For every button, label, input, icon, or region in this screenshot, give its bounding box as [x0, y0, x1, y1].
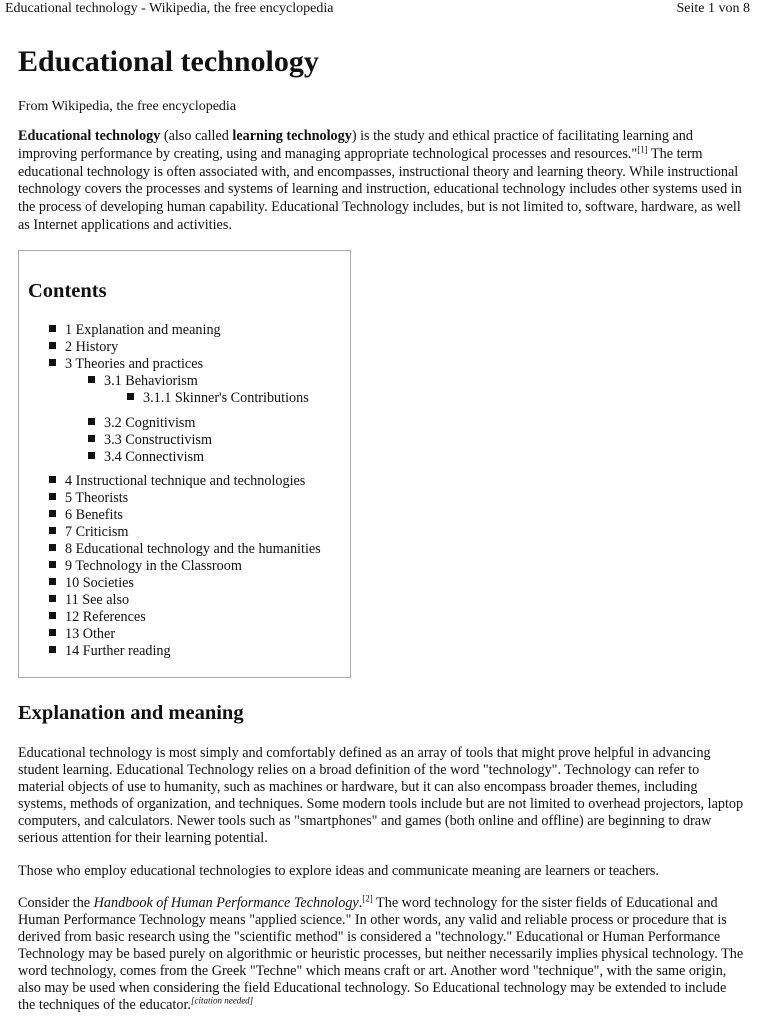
intro-alt-term: learning technology — [232, 128, 352, 144]
toc-item[interactable]: 6 Benefits — [49, 507, 321, 524]
print-header-title: Educational technology - Wikipedia, the free encyclopedia — [5, 1, 334, 16]
bullet-icon — [49, 595, 56, 602]
intro-term: Educational technology — [18, 128, 161, 144]
intro-paragraph — [18, 128, 744, 235]
toc-item[interactable]: 9 Technology in the Classroom — [49, 558, 321, 575]
toc-item[interactable]: 10 Societies — [49, 575, 321, 592]
page-title: Educational technology — [18, 45, 319, 78]
toc-item[interactable]: 8 Educational technology and the humanities — [49, 541, 321, 558]
table-of-contents — [18, 250, 351, 678]
toc-item[interactable]: 11 See also — [49, 592, 321, 609]
bullet-icon — [49, 359, 56, 366]
intro-text-2: The term educational technology is often associated with, and encompasses, instructional theory and learning theory. While instructional technology covers the processes and systems of learning and instruction, educational technology includes other systems used in the process of developing human capability. Educational Technology includes, but is not limited to, software, hardware, as well as Internet applications and activities. — [18, 145, 742, 233]
toc-item[interactable]: 13 Other — [49, 626, 321, 643]
toc-item[interactable]: 3.3 Constructivism — [88, 432, 321, 449]
citation-needed-link[interactable]: [citation needed] — [190, 995, 254, 1006]
toc-item[interactable]: 7 Criticism — [49, 524, 321, 541]
bullet-icon — [127, 393, 134, 400]
bullet-icon — [49, 325, 56, 332]
page-counter: Seite 1 von 8 — [676, 1, 750, 16]
toc-item[interactable]: 3.1 Behaviorism 3.1.1 Skinner's Contributions — [88, 373, 321, 407]
bullet-icon — [88, 376, 95, 383]
toc-item[interactable]: 3.4 Connectivism — [88, 449, 321, 466]
intro-text-1: ) is the study and ethical practice of facilitating learning and improving performance by creating, using and managing appropriate technological processes and resources." — [18, 128, 693, 162]
toc-item[interactable]: 5 Theorists — [49, 490, 321, 507]
toc-item[interactable]: 4 Instructional technique and technologies — [49, 473, 321, 490]
bullet-icon — [49, 629, 56, 636]
section-paragraph-2: Those who employ educational technologies to explore ideas and communicate meaning are learners or teachers. — [18, 862, 659, 879]
bullet-icon — [49, 578, 56, 585]
toc-item[interactable]: 1 Explanation and meaning — [49, 322, 321, 339]
article-content — [18, 40, 744, 1014]
toc-sublist — [127, 390, 321, 407]
toc-sublist — [88, 373, 321, 466]
bullet-icon — [49, 342, 56, 349]
toc-list — [49, 322, 321, 660]
bullet-icon — [49, 612, 56, 619]
site-subtitle: From Wikipedia, the free encyclopedia — [18, 99, 237, 114]
intro-alt-open: (also called — [160, 128, 233, 144]
reference-link-2[interactable]: [2] — [362, 893, 373, 904]
bullet-icon — [49, 646, 56, 653]
section-heading: Explanation and meaning — [18, 701, 244, 724]
bullet-icon — [49, 510, 56, 517]
bullet-icon — [88, 418, 95, 425]
toc-item[interactable]: 12 References — [49, 609, 321, 626]
toc-title: Contents — [28, 279, 107, 302]
bullet-icon — [88, 435, 95, 442]
bullet-icon — [49, 476, 56, 483]
print-header — [5, 0, 750, 20]
bullet-icon — [49, 561, 56, 568]
bullet-icon — [88, 452, 95, 459]
toc-item[interactable]: 14 Further reading — [49, 643, 321, 660]
section-paragraph-3: Consider the Handbook of Human Performance Technology.[2] The word technology for the sister fields of Educational and Human Performance Technology means "applied science." In other words, any valid and reliable process or procedure that is derived from basic research using the "scientific method" is considered a "technology." Educational or Human Performance Technology may be based purely on algorithmic or heuristic processes, but neither necessarily implies physical technology. The word technology, comes from the Greek "Techne" which means craft or art. Another word "technique", with the same origin, also may be used when considering the field Educational technology. So Educational technology may be extended to include the techniques of the educator.[citation needed] — [18, 893, 744, 1013]
toc-item[interactable]: 3.1.1 Skinner's Contributions — [127, 390, 321, 407]
book-title: Handbook of Human Performance Technology — [93, 894, 359, 911]
toc-item[interactable]: 3.2 Cognitivism — [88, 415, 321, 432]
reference-link-1[interactable]: [1] — [637, 144, 648, 155]
bullet-icon — [49, 493, 56, 500]
bullet-icon — [49, 527, 56, 534]
bullet-icon — [49, 544, 56, 551]
toc-item[interactable]: 3 Theories and practices 3.1 Behaviorism 3.1.1 Skinner's Contributions 3.2 Cognitivism 3.3 Constructivism 3.4 Connectivism — [49, 356, 321, 466]
toc-item[interactable]: 2 History — [49, 339, 321, 356]
section-paragraph-1: Educational technology is most simply and comfortably defined as an array of tools that might prove helpful in advancing student learning. Educational Technology relies on a broad definition of the word "technology". Technology can refer to material objects of use to humanity, such as machines or hardware, but it can also encompass broader themes, including systems, methods of organization, and techniques. Some modern tools include but are not limited to overhead projectors, laptop computers, and calculators. Newer tools such as "smartphones" and games (both online and offline) are beginning to draw serious attention for their learning potential. — [18, 744, 744, 846]
